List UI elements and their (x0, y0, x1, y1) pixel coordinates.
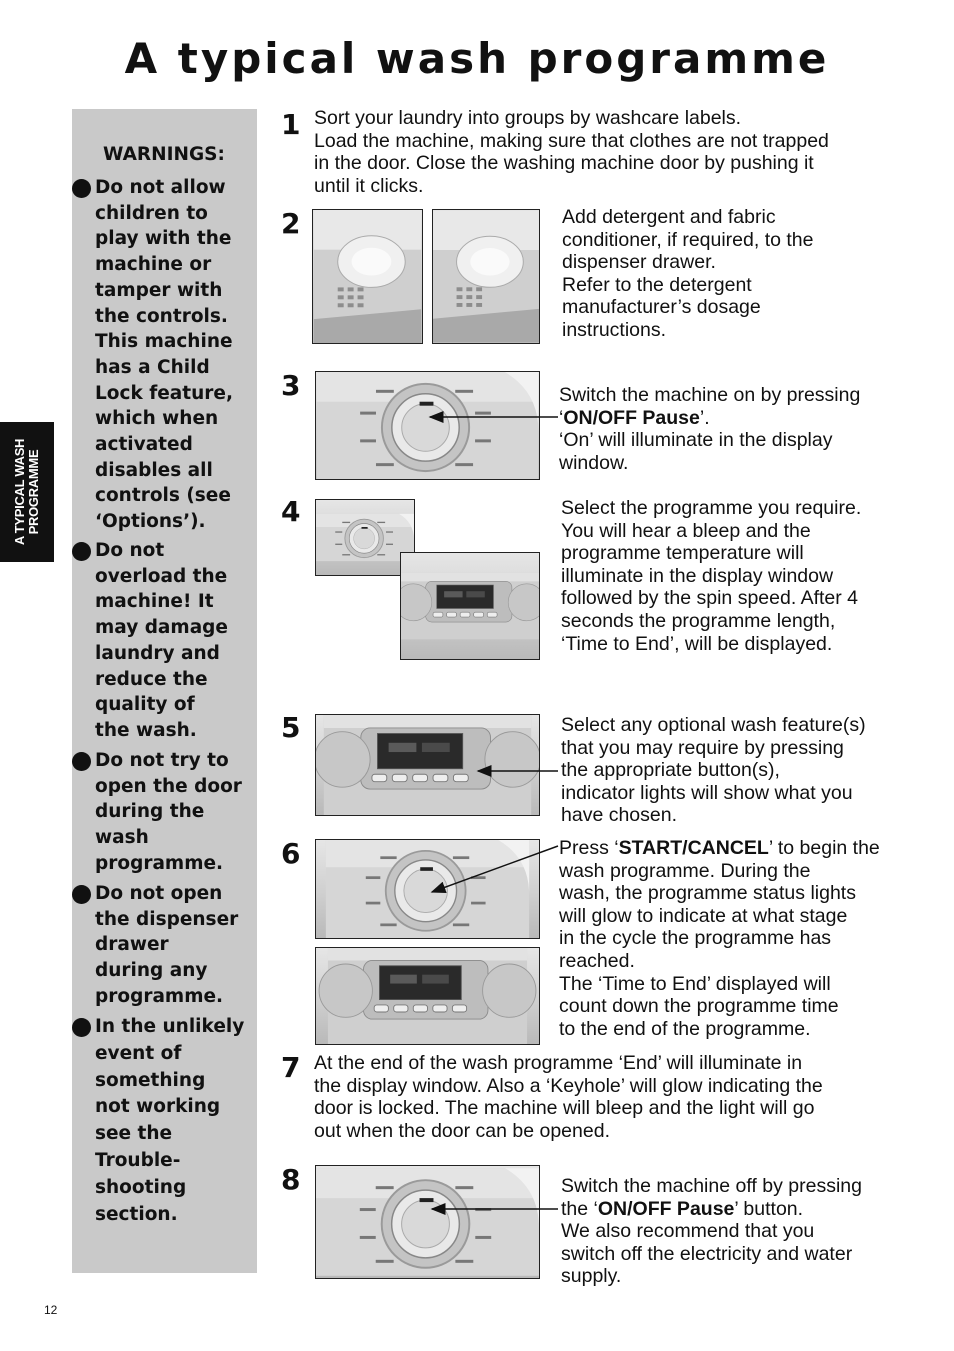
warnings-box (72, 109, 257, 1273)
dispenser-drawer-photo (432, 209, 540, 344)
step-8-text: Switch the machine off by pressing the ‘ON/OFF Pause’ button. We also recommend that you switch off the electricity and water supply. (561, 1175, 862, 1288)
bullet-icon (72, 179, 91, 198)
side-tab-label: A TYPICAL WASH PROGRAMME (12, 438, 41, 546)
warning-text: Do not allow children to play with the machine or tamper with the controls. This machine has a Child Lock feature, which when activated disables all controls (see ‘Options’). (95, 177, 234, 533)
bullet-icon (72, 1018, 91, 1037)
display-panel-photo (315, 947, 540, 1045)
step-4-text: Select the programme you require. You will hear a bleep and the programme temperature will illuminate in the display window followed by the spin speed. After 4 seconds the programme length, ‘Time to End’, will be displayed. (561, 497, 862, 655)
step-number: 4 (281, 495, 301, 528)
control-dial-photo (315, 1165, 540, 1279)
section-side-tab (0, 422, 54, 562)
warning-text: Do not open the dispenser drawer during any programme. (95, 883, 239, 1007)
warnings-heading: WARNINGS: (103, 144, 225, 165)
warning-text: Do not overload the machine! It may damage laundry and reduce the quality of the wash. (95, 540, 228, 741)
step-number: 5 (281, 711, 301, 744)
bullet-icon (72, 885, 91, 904)
step-number: 3 (281, 369, 301, 402)
step-1-text: Sort your laundry into groups by washcare labels. Load the machine, making sure that clothes are not trapped in the door. Close the washing machine door by pushing it until it clicks. (314, 107, 829, 197)
bullet-icon (72, 752, 91, 771)
page-title: A typical wash programme (124, 34, 830, 83)
warning-text: In the unlikely event of something not working see the Trouble- shooting section. (95, 1016, 245, 1225)
step-number: 1 (281, 108, 301, 141)
display-panel-photo (400, 552, 540, 660)
dispenser-drawer-photo (312, 209, 423, 344)
bullet-icon (72, 542, 91, 561)
step-7-text: At the end of the wash programme ‘End’ will illuminate in the display window. Also a ‘Keyhole’ will glow indicating the door is locked. The machine will bleep and the light will go out when the door can be opened. (314, 1052, 823, 1142)
warning-text: Do not try to open the door during the wash programme. (95, 750, 242, 874)
control-dial-photo (315, 839, 540, 939)
step-2-text: Add detergent and fabric conditioner, if required, to the dispenser drawer. Refer to the detergent manufacturer’s dosage instructions. (562, 206, 814, 341)
step-5-text: Select any optional wash feature(s) that you may require by pressing the appropriate button(s), indicator lights will show what you have chosen. (561, 714, 866, 827)
step-6-text: Press ‘START/CANCEL’ to begin the wash programme. During the wash, the programme status lights will glow to indicate at what stage in the cycle the programme has reached. The ‘Time to End’ displayed will count down the programme time to the end of the programme. (559, 837, 880, 1040)
page-number: 12 (44, 1303, 58, 1317)
control-dial-photo (315, 371, 540, 480)
step-number: 8 (281, 1163, 301, 1196)
step-number: 6 (281, 837, 301, 870)
step-3-text: Switch the machine on by pressing ‘ON/OFF Pause’. ‘On’ will illuminate in the display window. (559, 384, 861, 474)
step-number: 2 (281, 207, 301, 240)
step-number: 7 (281, 1051, 301, 1084)
display-panel-photo (315, 714, 540, 816)
